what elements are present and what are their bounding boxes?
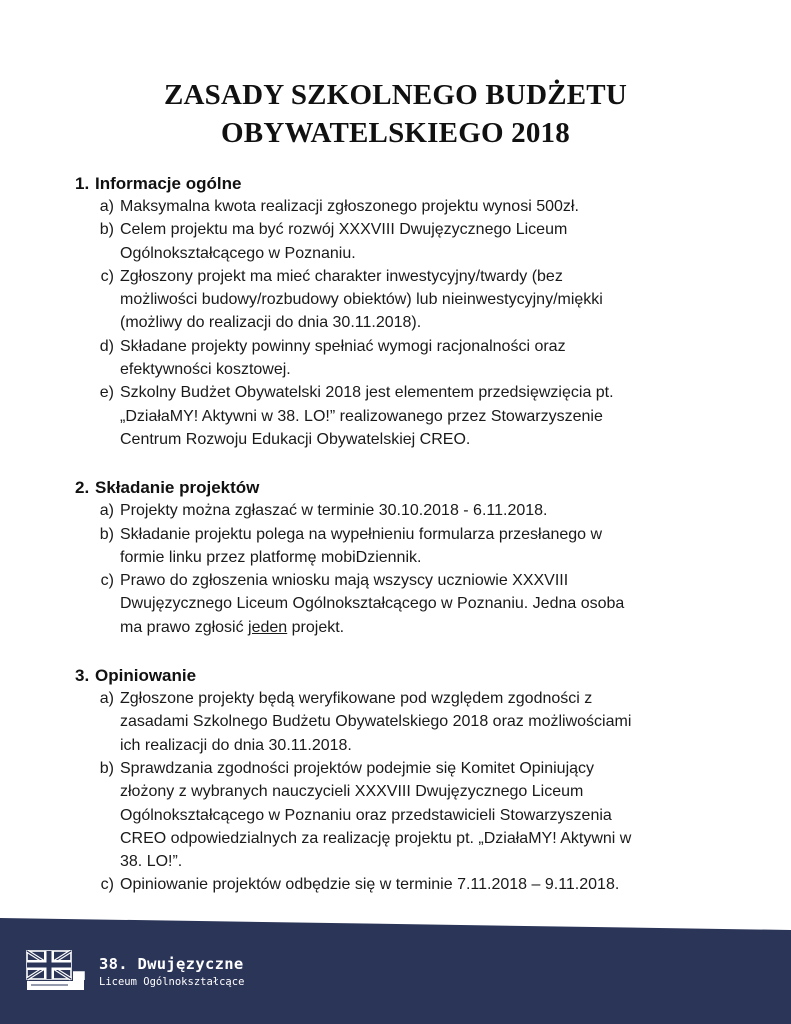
item-letter: c): [100, 267, 114, 285]
uk-flag-book-icon: [26, 950, 88, 992]
item-line-pre: ma prawo zgłosić: [120, 618, 249, 636]
item-text: [120, 499, 725, 522]
item-letter: c): [100, 876, 114, 894]
school-name: 38. Dwujęzyczne: [99, 955, 244, 973]
section-informacje-ogolne: [75, 172, 725, 451]
list-item: [75, 873, 725, 896]
item-letter: b): [99, 221, 114, 239]
item-letter: b): [99, 525, 114, 543]
item-text: [120, 218, 725, 265]
flag-graphic: [27, 951, 71, 979]
section-heading: [75, 172, 725, 195]
item-line: Składane projekty powinny spełniać wymogi racjonalności oraz: [120, 337, 566, 355]
item-line: Składanie projektu polega na wypełnieniu formularza przesłanego w: [120, 525, 603, 543]
school-brand: [99, 954, 244, 990]
item-line: Centrum Rozwoju Edukacji Obywatelskiej CREO.: [120, 430, 471, 448]
footer-band: [0, 914, 791, 1024]
item-line: efektywności kosztowej.: [120, 361, 291, 379]
list-item: [75, 218, 725, 265]
item-list: [75, 687, 725, 897]
list-item: [75, 757, 725, 873]
item-text: [120, 265, 725, 335]
item-letter: b): [99, 759, 114, 777]
item-line: (możliwy do realizacji do dnia 30.11.2018).: [120, 314, 422, 332]
item-letter: c): [100, 572, 114, 590]
list-item: [75, 687, 725, 757]
list-item: [75, 335, 725, 382]
item-line: Ogólnokształcącego w Poznaniu.: [120, 244, 356, 262]
section-title: Opiniowanie: [95, 666, 197, 686]
item-line: „DziałaMY! Aktywni w 38. LO!” realizowanego przez Stowarzyszenie: [120, 407, 603, 425]
item-letter: d): [99, 337, 114, 355]
item-list: [75, 195, 725, 451]
item-line: Szkolny Budżet Obywatelski 2018 jest elementem przedsięwzięcia pt.: [120, 384, 614, 402]
item-line: możliwości budowy/rozbudowy obiektów) lub nieinwestycyjny/miękki: [120, 291, 603, 309]
item-line: Opiniowanie projektów odbędzie się w terminie 7.11.2018 – 9.11.2018.: [120, 876, 620, 894]
section-title: Informacje ogólne: [95, 174, 242, 193]
item-text: [120, 381, 725, 451]
section-title: Składanie projektów: [95, 478, 260, 498]
list-item: [75, 499, 725, 522]
section-heading: [75, 664, 725, 687]
list-item: [75, 569, 725, 639]
item-line: 38. LO!”.: [120, 853, 183, 871]
item-text: [120, 195, 725, 218]
document-body: [75, 172, 725, 922]
item-line: Prawo do zgłoszenia wniosku mają wszyscy uczniowie XXXVIII: [120, 572, 569, 590]
underlined-word: jeden: [248, 618, 288, 636]
item-list: [75, 499, 725, 639]
item-text: [120, 523, 725, 570]
list-item: [75, 195, 725, 218]
item-text: [120, 873, 725, 896]
item-line: Zgłoszony projekt ma mieć charakter inwestycyjny/twardy (bez: [120, 267, 563, 285]
item-line: ich realizacji do dnia 30.11.2018.: [120, 736, 352, 754]
item-text: [120, 569, 725, 639]
section-number: 3.: [75, 666, 90, 686]
item-letter: e): [99, 384, 114, 402]
section-number: 1.: [75, 174, 90, 193]
document-title: [0, 76, 791, 152]
item-letter: a): [99, 502, 114, 520]
item-text: [120, 687, 725, 757]
item-text: [120, 335, 725, 382]
section-heading: [75, 476, 725, 499]
list-item: [75, 381, 725, 451]
item-line: Projekty można zgłaszać w terminie 30.10.2018 - 6.11.2018.: [120, 502, 548, 520]
item-line-post: projekt.: [287, 618, 345, 636]
item-line: CREO odpowiedzialnych za realizację projektu pt. „DziałaMY! Aktywni w: [120, 829, 632, 847]
item-line: Dwujęzycznego Liceum Ogólnokształcącego w Poznaniu. Jedna osoba: [120, 595, 625, 613]
section-number: 2.: [75, 478, 90, 498]
title-line-2: OBYWATELSKIEGO 2018: [221, 117, 570, 149]
section-skladanie-projektow: [75, 476, 725, 639]
item-line: Celem projektu ma być rozwój XXXVIII Dwujęzycznego Liceum: [120, 221, 568, 239]
item-line: zasadami Szkolnego Budżetu Obywatelskiego 2018 oraz możliwościami: [120, 713, 632, 731]
item-letter: a): [99, 198, 114, 215]
item-line: Maksymalna kwota realizacji zgłoszonego projektu wynosi 500zł.: [120, 198, 579, 215]
item-line: Ogólnokształcącego w Poznaniu oraz przedstawicieli Stowarzyszenia: [120, 806, 612, 824]
list-item: [75, 523, 725, 570]
item-line: Zgłoszone projekty będą weryfikowane pod względem zgodności z: [120, 690, 593, 708]
title-line-1: ZASADY SZKOLNEGO BUDŻETU: [164, 79, 627, 111]
item-line: formie linku przez platformę mobiDziennik.: [120, 548, 422, 566]
list-item: [75, 265, 725, 335]
item-line: Sprawdzania zgodności projektów podejmie się Komitet Opiniujący: [120, 759, 595, 777]
section-opiniowanie: [75, 664, 725, 897]
item-letter: a): [99, 690, 114, 708]
item-text: [120, 757, 725, 873]
school-subtitle: Liceum Ogólnokształcące: [99, 976, 245, 988]
item-line: złożony z wybranych nauczycieli XXXVIII Dwujęzycznego Liceum: [120, 783, 584, 801]
